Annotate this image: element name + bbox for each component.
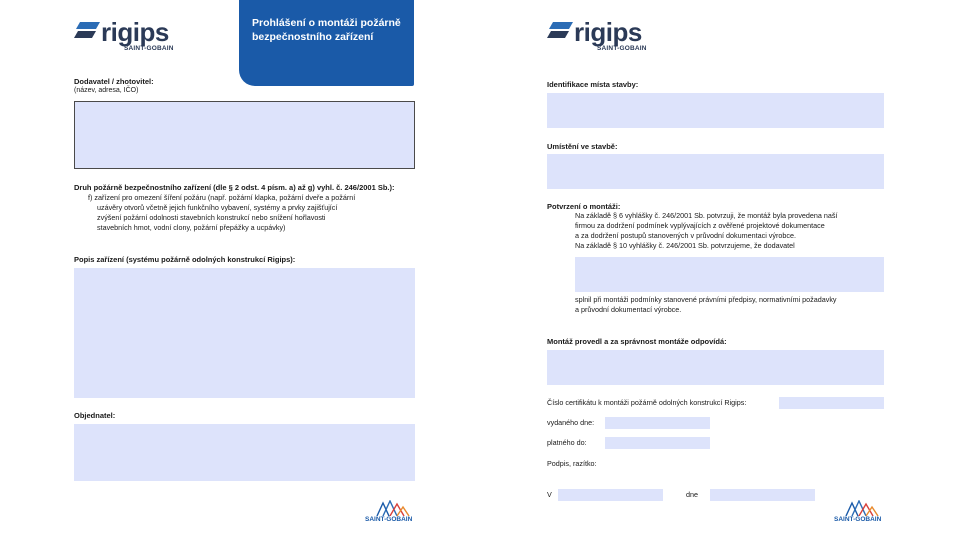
description-field[interactable]: [74, 268, 415, 398]
orderer-field[interactable]: [74, 424, 415, 481]
certificate-label: Číslo certifikátu k montáži požárně odolných konstrukcí Rigips:: [547, 398, 747, 407]
installer-label: Montáž provedl a za správnost montáže odpovídá:: [547, 337, 727, 346]
confirmation-label: Potvrzení o montáži:: [547, 202, 621, 211]
document-title: Prohlášení o montáži požárně bezpečnostního zařízení: [252, 17, 401, 43]
description-label: Popis zařízení (systému požárně odolných konstrukcí Rigips):: [74, 255, 296, 264]
location-field[interactable]: [547, 154, 884, 189]
supplier-label: Dodavatel / zhotovitel:: [74, 77, 154, 86]
device-type-line-3: zvýšení požární odolnosti stavebních konstrukcí nebo snížení hořlavosti: [97, 213, 326, 222]
device-type-line-1: f) zařízení pro omezení šíření požáru (např. požární klapka, požární dveře a požární: [88, 193, 356, 202]
device-type-line-2: uzávěry otvorů včetně jejich funkčního vybavení, systémy a prvky zajišťující: [97, 203, 338, 212]
valid-until-field[interactable]: [605, 437, 710, 449]
saint-gobain-text: SAINT-GOBAIN: [365, 516, 413, 523]
saint-gobain-logo-page1: [365, 500, 425, 526]
confirmation-line-4: Na základě § 10 vyhlášky č. 246/2001 Sb. potvrzujeme, že dodavatel: [575, 241, 795, 250]
rigips-logo-mark-icon: [74, 22, 100, 38]
supplier-field[interactable]: [74, 101, 415, 169]
confirmation-line-3: a za dodržení postupů stanovených v průvodní dokumentaci výrobce.: [575, 231, 796, 240]
device-type-label: Druh požárně bezpečnostního zařízení (dle § 2 odst. 4 písm. a) až g) vyhl. č. 246/2001 Sb.):: [74, 183, 395, 192]
place-label: V: [547, 490, 552, 499]
site-id-label: Identifikace místa stavby:: [547, 80, 639, 89]
saint-gobain-arch-icon: [844, 500, 882, 516]
valid-label: platného do:: [547, 438, 587, 447]
contractor-field[interactable]: [575, 257, 884, 292]
supplier-hint: (název, adresa, IČO): [74, 87, 139, 94]
saint-gobain-text: SAINT-GOBAIN: [834, 516, 882, 523]
date-label: dne: [686, 490, 698, 499]
rigips-logo-mark-icon: [547, 22, 573, 38]
device-type-line-4: stavebních hmot, vodní clony, požární přepážky a ucpávky): [97, 223, 286, 232]
title-banner: [239, 0, 414, 86]
confirmation-line-2: firmou za dodržení podmínek vyplývajících z ověřené projektové dokumentace: [575, 221, 825, 230]
place-field[interactable]: [558, 489, 663, 501]
rigips-logo-page2: [547, 18, 657, 58]
logo-word: rigips: [574, 17, 642, 47]
logo-subtitle: SAINT-GOBAIN: [597, 45, 647, 52]
issued-date-field[interactable]: [605, 417, 710, 429]
location-label: Umístění ve stavbě:: [547, 142, 618, 151]
installer-field[interactable]: [547, 350, 884, 385]
signature-label: Podpis, razítko:: [547, 459, 597, 468]
date-field[interactable]: [710, 489, 815, 501]
saint-gobain-arch-icon: [375, 500, 413, 516]
site-id-field[interactable]: [547, 93, 884, 128]
logo-subtitle: SAINT-GOBAIN: [124, 45, 174, 52]
rigips-logo: [74, 18, 184, 58]
confirmation-line-6: a průvodní dokumentací výrobce.: [575, 305, 682, 314]
confirmation-line-5: splnil při montáži podmínky stanovené právními předpisy, normativními požadavky: [575, 295, 837, 304]
saint-gobain-logo-page2: [834, 500, 894, 526]
logo-word: rigips: [101, 17, 169, 47]
orderer-label: Objednatel:: [74, 411, 116, 420]
certificate-field[interactable]: [779, 397, 884, 409]
issued-label: vydaného dne:: [547, 418, 595, 427]
confirmation-line-1: Na základě § 6 vyhlášky č. 246/2001 Sb. potvrzuji, že montáž byla provedena naší: [575, 211, 838, 220]
